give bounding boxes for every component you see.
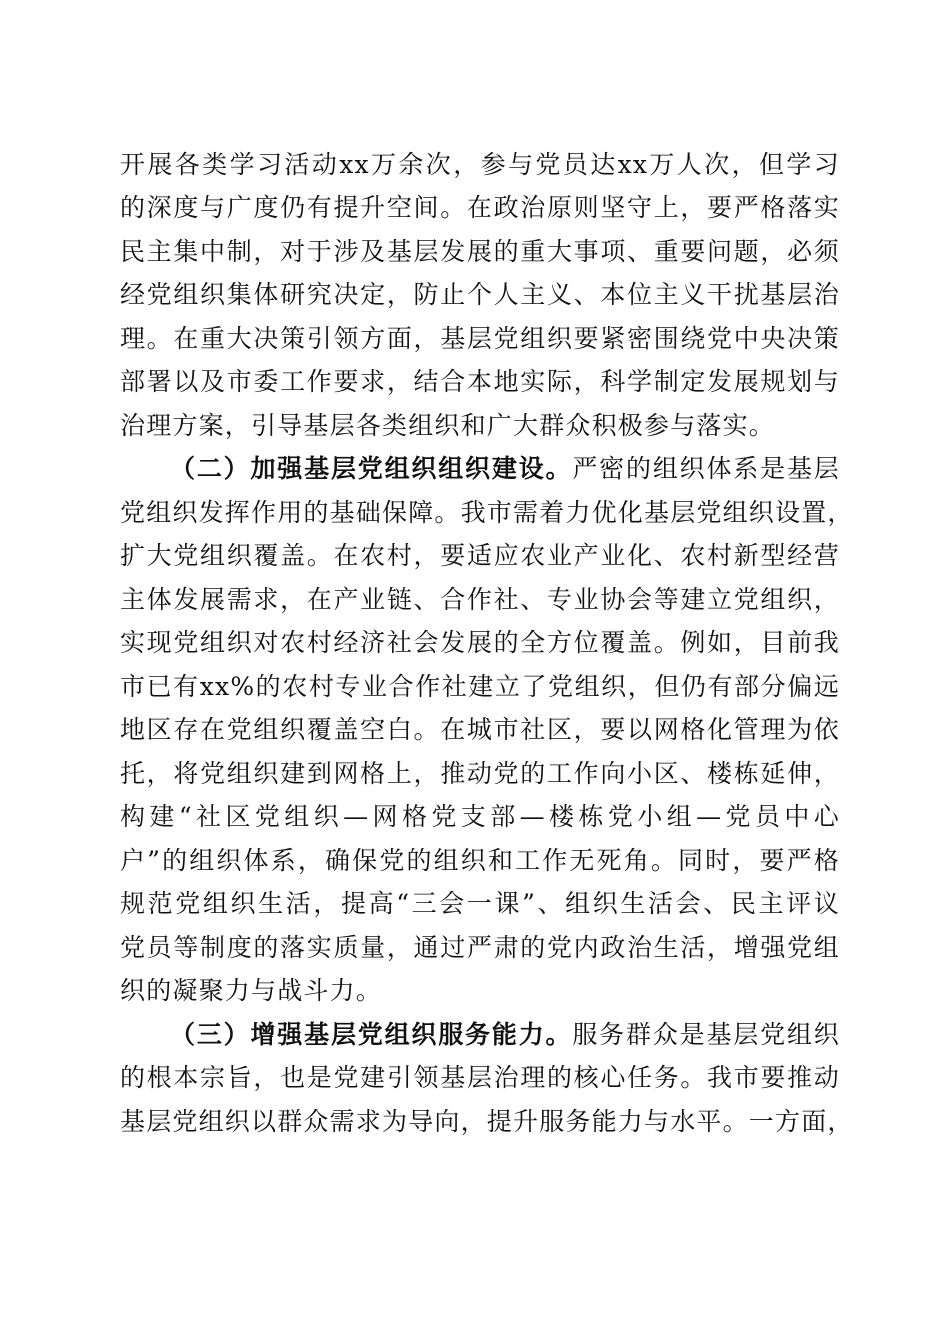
section-heading-3: （三）增强基层党组织服务能力。 bbox=[170, 1020, 573, 1049]
p1-line-6: 部署以及市委工作要求，结合本地实际，科学制定发展规划与 bbox=[120, 367, 840, 396]
p1-line-1: 开展各类学习活动xx万余次，参与党员达xx万人次，但学习 bbox=[120, 150, 840, 179]
p3-line-2: 的根本宗旨，也是党建引领基层治理的核心任务。我市要推动 bbox=[120, 1063, 840, 1092]
p2-line-4: 主体发展需求，在产业链、合作社、专业协会等建立党组织， bbox=[120, 585, 840, 614]
p1-line-7: 治理方案，引导基层各类组织和广大群众积极参与落实。 bbox=[120, 411, 776, 440]
p2-line-10: 户”的组织体系，确保党的组织和工作无死角。同时，要严格 bbox=[120, 846, 840, 875]
p3-first-line bbox=[170, 1012, 840, 1058]
p2-line-5: 实现党组织对农村经济社会发展的全方位覆盖。例如，目前我 bbox=[120, 628, 840, 657]
p3-first-line-rest: 服务群众是基层党组织 bbox=[572, 1020, 840, 1049]
p3-line-3: 基层党组织以群众需求为导向，提升服务能力与水平。一方面， bbox=[120, 1107, 854, 1136]
p2-line-2: 党组织发挥作用的基础保障。我市需着力优化基层党组织设置， bbox=[120, 498, 854, 527]
p1-line-4: 经党组织集体研究决定，防止个人主义、本位主义干扰基层治 bbox=[120, 280, 840, 309]
p2-line-13: 织的凝聚力与战斗力。 bbox=[120, 976, 383, 1005]
p2-first-line-rest: 严密的组织体系是基层 bbox=[572, 454, 840, 483]
p2-line-12: 党员等制度的落实质量，通过严肃的党内政治生活，增强党组 bbox=[120, 933, 840, 962]
p2-line-9: 构建“社区党组织—网格党支部—楼栋党小组—党员中心 bbox=[120, 802, 840, 831]
p1-line-5: 理。在重大决策引领方面，基层党组织要紧密围绕党中央决策 bbox=[120, 324, 840, 353]
section-heading-2: （二）加强基层党组织组织建设。 bbox=[170, 454, 573, 483]
p2-line-7: 地区存在党组织覆盖空白。在城市社区，要以网格化管理为依 bbox=[120, 715, 840, 744]
p2-line-8: 托，将党组织建到网格上，推动党的工作向小区、楼栋延伸， bbox=[120, 759, 840, 788]
p2-line-3: 扩大党组织覆盖。在农村，要适应农业产业化、农村新型经营 bbox=[120, 541, 840, 570]
p2-first-line bbox=[170, 446, 840, 492]
p2-line-6: 市已有xx%的农村专业合作社建立了党组织，但仍有部分偏远 bbox=[120, 672, 840, 701]
p1-line-3: 民主集中制，对于涉及基层发展的重大事项、重要问题，必须 bbox=[120, 237, 840, 266]
p1-line-2: 的深度与广度仍有提升空间。在政治原则坚守上，要严格落实 bbox=[120, 193, 840, 222]
p2-line-11: 规范党组织生活，提高“三会一课”、组织生活会、民主评议 bbox=[120, 889, 840, 918]
